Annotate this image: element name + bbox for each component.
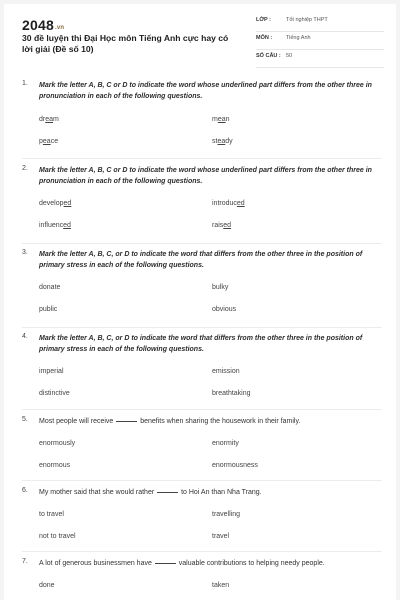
option-b[interactable]: bulky [212,284,229,291]
option-text: influenc [39,222,64,229]
meta-row-count [256,53,384,68]
option-d[interactable]: obvious [212,306,237,313]
question-text: Mark the letter A, B, C or D to indicate the word whose underlined part differs from the other three in pronunciation in each of the following questions. [39,167,372,185]
option-b[interactable]: emission [212,368,240,375]
question-text: Mark the letter A, B, C, or D to indicate the word that differs from the other three in the position of primary stress in each of the following questions. [39,251,363,269]
site-logo[interactable] [22,17,64,33]
underlined-part: ed [236,200,245,207]
underlined-part: ea [217,116,226,123]
meta-row-subject [256,35,384,50]
option-b[interactable]: taken [212,582,230,589]
meta-value: 50 [286,53,293,59]
question-text [39,558,384,569]
option-text: p [39,138,43,145]
option-text: n [225,116,230,123]
option-c[interactable]: distinctive [39,390,70,397]
logo-text: 2048 [22,17,54,33]
option-text: introduc [212,200,237,207]
option-d[interactable]: travel [212,533,230,540]
exam-page [4,4,396,600]
underlined-part: ed [63,222,71,229]
divider [22,551,382,552]
option-c[interactable]: enormous [39,462,71,469]
option-a[interactable] [39,200,71,207]
divider [22,243,382,244]
question-number: 6. [22,487,28,494]
question-text-after: benefits when sharing the housework in their family. [140,418,301,425]
divider [22,480,382,481]
option-b[interactable]: travelling [212,511,241,518]
option-a[interactable]: to travel [39,511,64,518]
option-b[interactable] [212,200,245,207]
option-text: dr [39,116,46,123]
option-text: st [212,138,218,145]
underlined-part: ea [45,116,54,123]
question-number: 3. [22,249,28,256]
meta-key: MÔN : [256,35,273,41]
question-number: 2. [22,165,28,172]
question-text: Mark the letter A, B, C or D to indicate the word whose underlined part differs from the other three in pronunciation in each of the following questions. [39,82,372,100]
meta-value: Tốt nghiệp THPT [286,17,328,23]
divider [22,409,382,410]
question-text-before: A lot of generous businessmen have [39,560,152,567]
option-a[interactable]: done [39,582,55,589]
option-a[interactable]: enormously [39,440,76,447]
answer-blank [157,492,178,493]
meta-value: Tiếng Anh [286,35,311,41]
exam-header [4,4,396,66]
meta-key: LỚP : [256,17,271,23]
option-d[interactable]: enormousness [212,462,258,469]
option-c[interactable]: public [39,306,58,313]
question-text: Mark the letter A, B, C, or D to indicate the word that differs from the other three in the position of primary stress in each of the following questions. [39,335,363,353]
question-number: 4. [22,333,28,340]
answer-blank [155,563,176,564]
option-text: rais [212,222,224,229]
question-number: 7. [22,558,28,565]
option-c[interactable] [39,222,71,229]
exam-meta [256,17,384,71]
logo-suffix: .vn [54,25,65,31]
option-c[interactable]: not to travel [39,533,76,540]
divider [22,158,382,159]
meta-key: SỐ CÂU : [256,53,281,59]
option-d[interactable] [212,138,233,145]
option-a[interactable]: imperial [39,368,64,375]
divider [22,327,382,328]
question-text-before: Most people will receive [39,418,114,425]
option-text: develop [39,200,64,207]
underlined-part: ed [63,200,72,207]
option-c[interactable] [39,138,58,145]
option-d[interactable] [212,222,231,229]
option-text: m [212,116,218,123]
question-text-after: to Hoi An than Nha Trang. [181,489,262,496]
underlined-part: ed [223,222,232,229]
option-text: ce [50,138,59,145]
option-b[interactable] [212,116,230,123]
option-a[interactable]: donate [39,284,61,291]
meta-row-class [256,17,384,32]
option-b[interactable]: enormity [212,440,239,447]
question-text-before: My mother said that she would rather [39,489,155,496]
underlined-part: ea [42,138,51,145]
question-number: 1. [22,80,28,87]
question-text [39,487,384,498]
question-text [39,416,384,427]
question-text-after: valuable contributions to helping needy people. [178,560,325,567]
exam-title: 30 đề luyện thi Đại Học môn Tiếng Anh cực hay có lời giải (Đề số 10) [22,33,229,54]
underlined-part: ea [217,138,226,145]
option-text: m [53,116,59,123]
question-number: 5. [22,416,28,423]
option-a[interactable] [39,116,59,123]
answer-blank [116,421,137,422]
option-text: dy [225,138,233,145]
option-d[interactable]: breathtaking [212,390,251,397]
